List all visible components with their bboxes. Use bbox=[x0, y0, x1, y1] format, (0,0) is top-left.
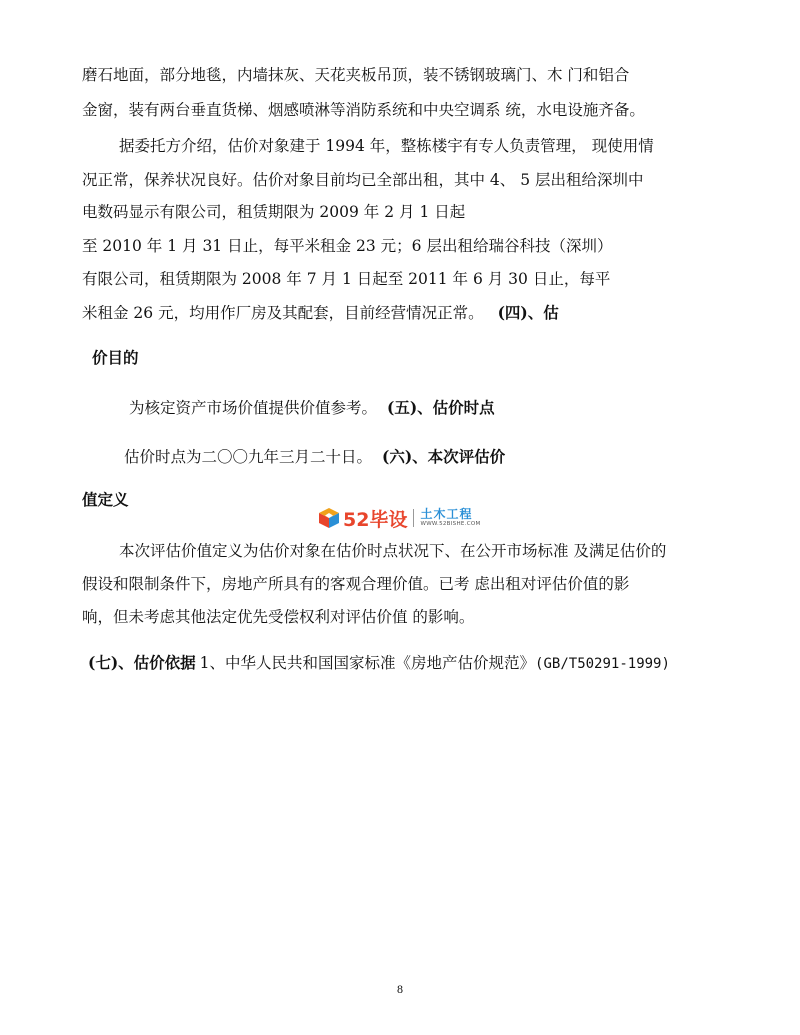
paragraph-line: 有限公司，租赁期限为 2008 年 7 月 1 日起至 2011 年 6 月 30 日止，每平 bbox=[82, 270, 611, 288]
standard-code: (GB/T50291-1999) bbox=[535, 656, 670, 672]
paragraph-line: 电数码显示有限公司，租赁期限为 2009 年 2 月 1 日起 bbox=[82, 203, 466, 221]
paragraph-text: 估价时点为二〇〇九年三月二十日。 bbox=[124, 448, 373, 466]
paragraph-line bbox=[124, 447, 505, 467]
section-heading: (五)、估价时点 bbox=[387, 398, 495, 417]
paragraph-line: 本次评估价值定义为估价对象在估价时点状况下、在公开市场标准 及满足估价的 bbox=[119, 542, 667, 560]
logo-divider bbox=[413, 509, 414, 527]
paragraph-line bbox=[129, 398, 495, 418]
section-heading: (四)、估 bbox=[497, 303, 559, 322]
logo-subtitle: 土木工程 bbox=[420, 507, 473, 522]
paragraph-text: 米租金 26 元，均用作厂房及其配套，目前经营情况正常。 bbox=[82, 304, 484, 322]
paragraph-line: 据委托方介绍，估价对象建于 1994 年，整栋楼宇有专人负责管理， 现使用情 bbox=[119, 137, 654, 155]
section-heading: (六)、本次评估价 bbox=[382, 447, 506, 466]
paragraph-line: 金窗，装有两台垂直货梯、烟感喷淋等消防系统和中央空调系 统，水电设施齐备。 bbox=[82, 101, 645, 119]
section-heading: (七)、估价依据 bbox=[88, 653, 196, 672]
paragraph-line: 响，但未考虑其他法定优先受偿权利对评估价值 的影响。 bbox=[82, 608, 475, 626]
paragraph-text: 1、中华人民共和国国家标准《房地产估价规范》 bbox=[199, 654, 536, 672]
logo-brand: 52毕设 bbox=[343, 508, 408, 531]
section-heading: 值定义 bbox=[82, 490, 129, 509]
logo-right-block bbox=[420, 508, 480, 528]
logo-cube-icon bbox=[318, 507, 340, 529]
section-heading: 价目的 bbox=[92, 348, 139, 367]
paragraph-line bbox=[82, 303, 559, 323]
paragraph-line: 磨石地面，部分地毯，内墙抹灰、天花夹板吊顶，装不锈钢玻璃门、木 门和铝合 bbox=[82, 66, 630, 84]
paragraph-line: 至 2010 年 1 月 31 日止，每平米租金 23 元；6 层出租给瑞谷科技（深圳） bbox=[82, 237, 613, 255]
paragraph-line bbox=[88, 653, 670, 674]
paragraph-line: 况正常，保养状况良好。估价对象目前均已全部出租，其中 4、 5 层出租给深圳中 bbox=[82, 171, 644, 189]
watermark-logo bbox=[318, 505, 481, 531]
paragraph-text: 为核定资产市场价值提供价值参考。 bbox=[129, 399, 378, 417]
logo-url: WWW.52BISHE.COM bbox=[420, 521, 481, 528]
page-number: 8 bbox=[397, 982, 403, 996]
paragraph-line: 假设和限制条件下，房地产所具有的客观合理价值。已考 虑出租对评估价值的影 bbox=[82, 575, 630, 593]
